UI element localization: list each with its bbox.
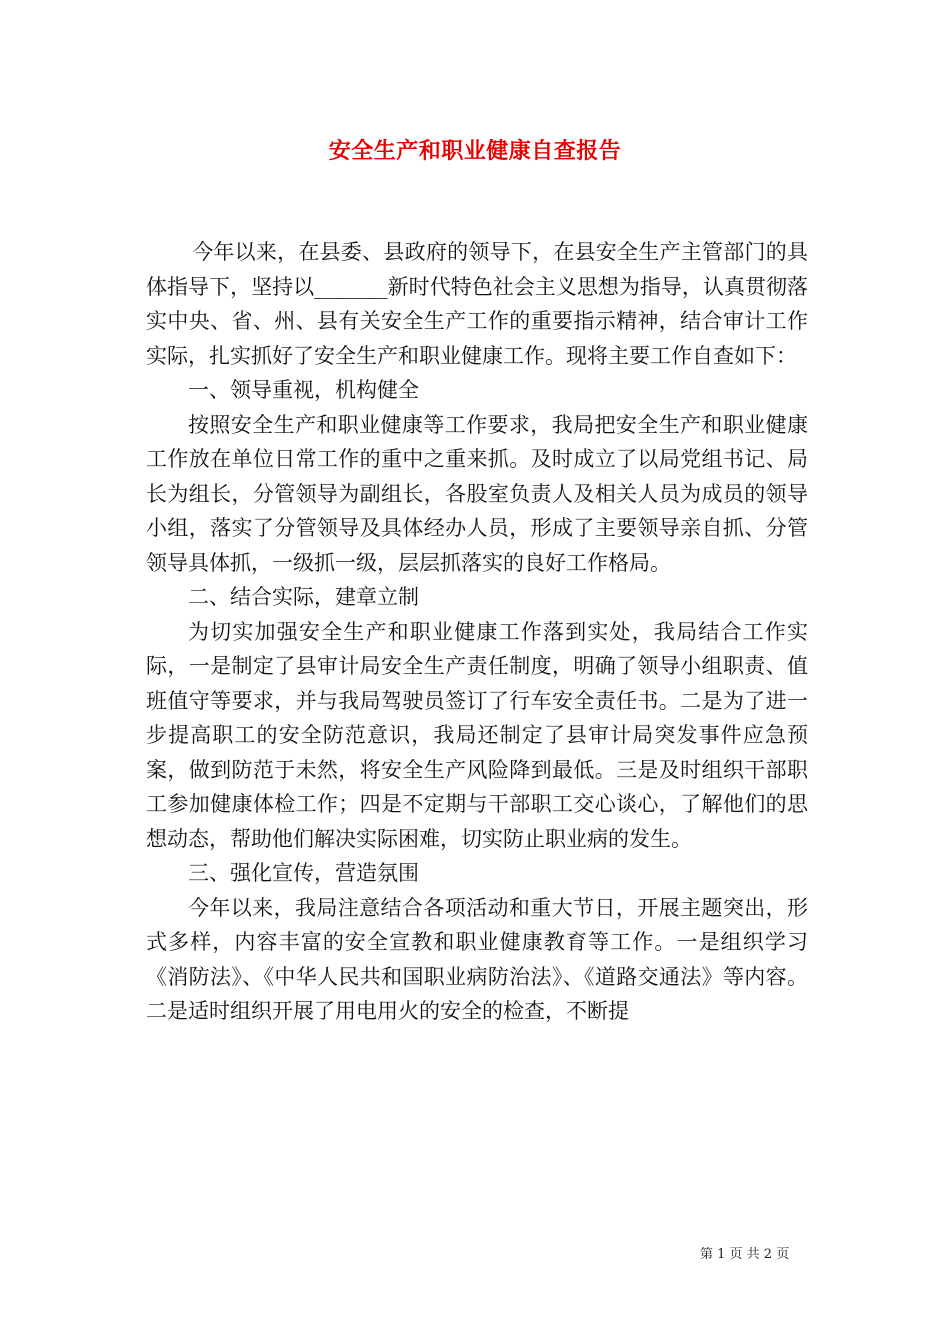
page-number-footer: 第 1 页 共 2 页 (700, 1247, 790, 1262)
section-heading-1: 一、领导重视，机构健全 (188, 378, 419, 402)
document-body (146, 235, 808, 1029)
section-heading-3: 三、强化宣传，营造氛围 (188, 861, 419, 885)
paragraph-section-3: 今年以来，我局注意结合各项活动和重大节日，开展主题突出，形式多样，内容丰富的安全宣教和职业健康教育等工作。一是组织学习《消防法》、《中华人民共和国职业病防治法》、《道路交通法》等内容。二是适时组织开展了用电用火的安全的检查，不断提 (146, 895, 808, 1023)
paragraph-intro: 今年以来，在县委、县政府的领导下，在县安全生产主管部门的具体指导下，坚持以_______新时代特色社会主义思想为指导，认真贯彻落实中央、省、州、县有关安全生产工作的重要指示精神，结合审计工作实际，扎实抓好了安全生产和职业健康工作。现将主要工作自查如下： (146, 240, 808, 368)
paragraph-section-1: 按照安全生产和职业健康等工作要求，我局把安全生产和职业健康工作放在单位日常工作的重中之重来抓。及时成立了以局党组书记、局长为组长，分管领导为副组长，各股室负责人及相关人员为成员的领导小组，落实了分管领导及具体经办人员，形成了主要领导亲自抓、分管领导具体抓，一级抓一级，层层抓落实的良好工作格局。 (146, 412, 808, 575)
section-heading-2: 二、结合实际，建章立制 (188, 585, 419, 609)
paragraph-section-2: 为切实加强安全生产和职业健康工作落到实处，我局结合工作实际，一是制定了县审计局安全生产责任制度，明确了领导小组职责、值班值守等要求，并与我局驾驶员签订了行车安全责任书。二是为了进一步提高职工的安全防范意识，我局还制定了县审计局突发事件应急预案，做到防范于未然，将安全生产风险降到最低。三是及时组织干部职工参加健康体检工作；四是不定期与干部职工交心谈心，了解他们的思想动态，帮助他们解决实际困难，切实防止职业病的发生。 (146, 619, 808, 851)
document-title: 安全生产和职业健康自查报告 (328, 138, 622, 164)
